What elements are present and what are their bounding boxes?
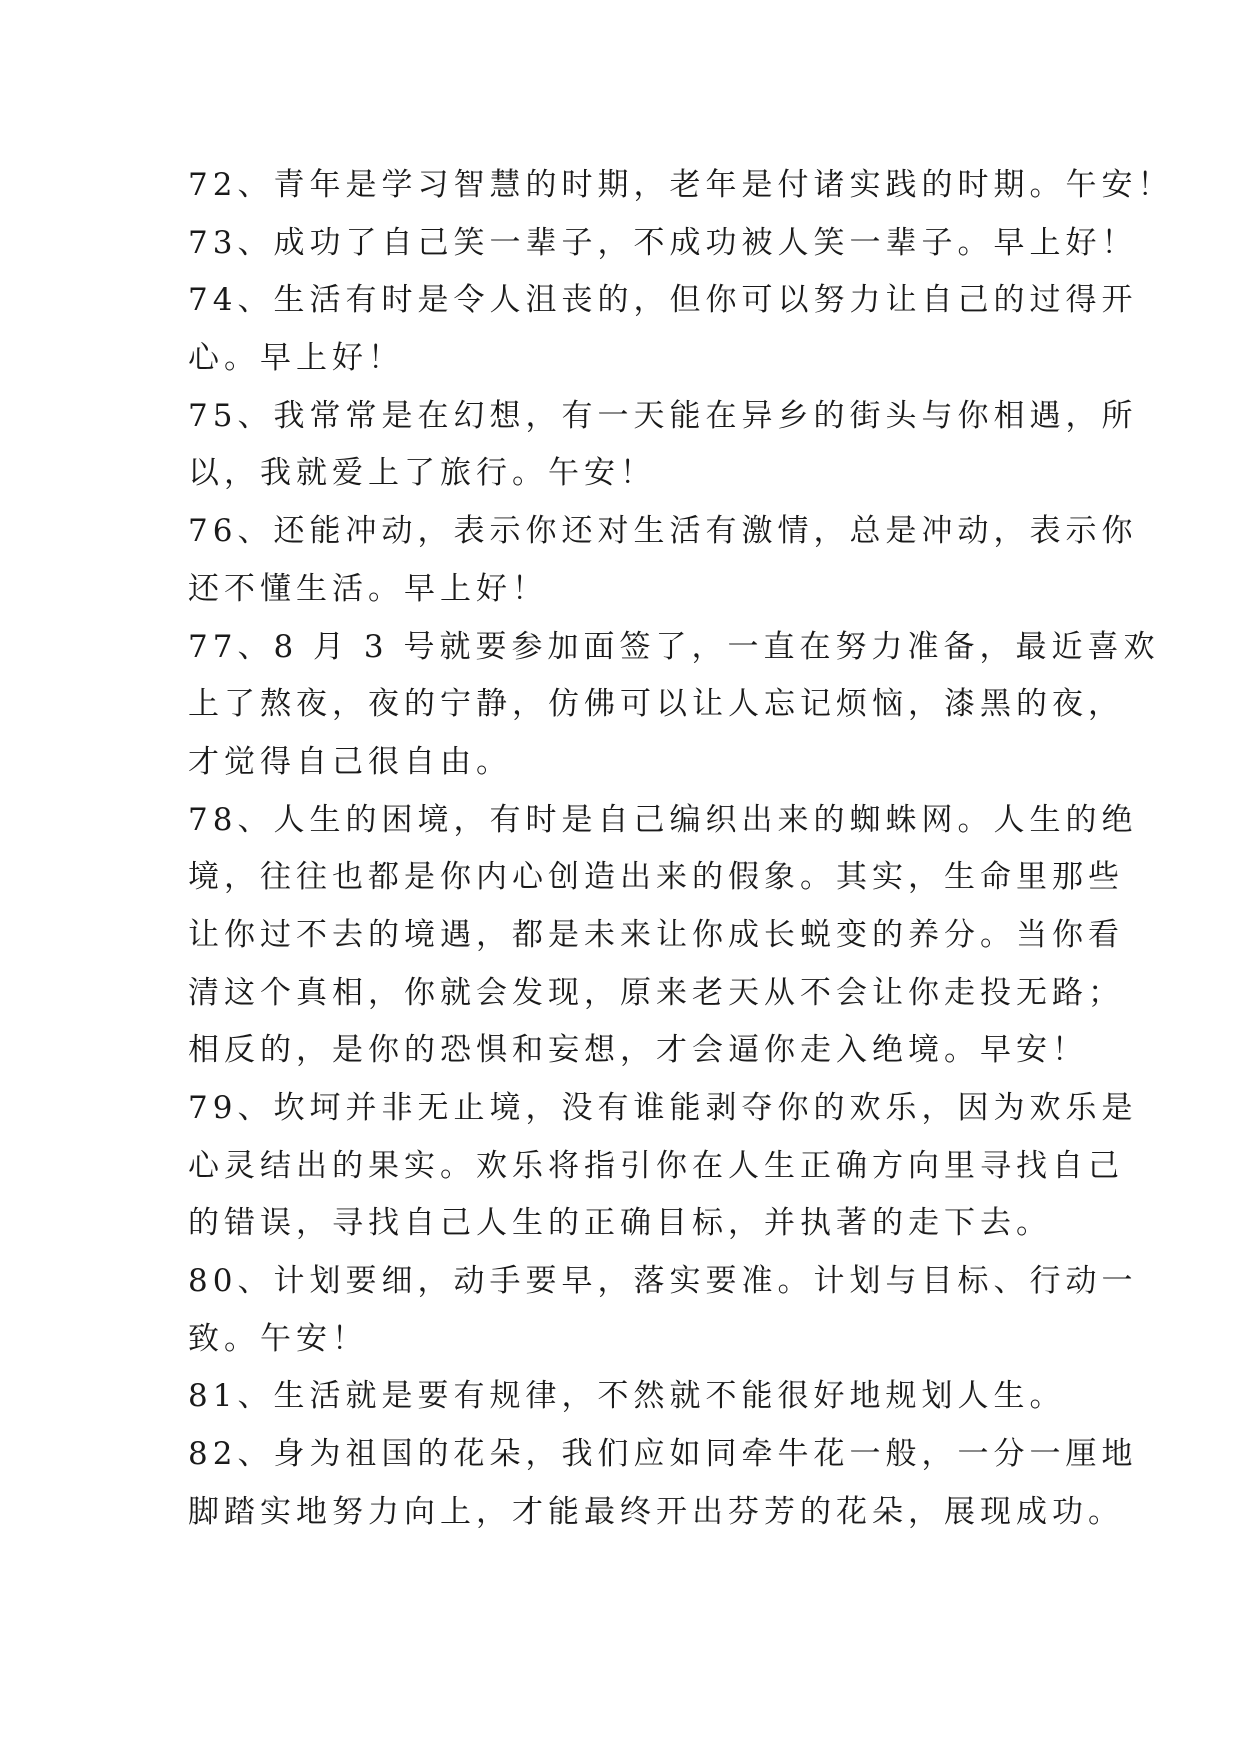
text-line: 心。早上好！ — [188, 340, 404, 377]
text-line: 78、人生的困境，有时是自己编织出来的蜘蛛网。人生的绝 — [188, 801, 1138, 838]
entry-73 — [188, 215, 1138, 273]
text-line: 境，往往也都是你内心创造出来的假象。其实，生命里那些 — [188, 859, 1124, 896]
entry-79 — [188, 1080, 1138, 1253]
text-line: 心灵结出的果实。欢乐将指引你在人生正确方向里寻找自己 — [188, 1147, 1124, 1184]
text-line: 81、生活就是要有规律，不然就不能很好地规划人生。 — [188, 1378, 1066, 1415]
text-line: 相反的，是你的恐惧和妄想，才会逼你走入绝境。早安！ — [188, 1032, 1088, 1069]
entry-77 — [188, 619, 1160, 792]
text-line: 74、生活有时是令人沮丧的，但你可以努力让自己的过得开 — [188, 282, 1138, 319]
text-line: 让你过不去的境遇，都是未来让你成长蜕变的养分。当你看 — [188, 916, 1124, 953]
text-line: 的错误，寻找自己人生的正确目标，并执著的走下去。 — [188, 1205, 1052, 1242]
entry-75 — [188, 388, 1138, 503]
text-line: 77、8 月 3 号就要参加面签了，一直在努力准备，最近喜欢 — [188, 628, 1160, 665]
text-line: 脚踏实地努力向上，才能最终开出芬芳的花朵，展现成功。 — [188, 1493, 1124, 1530]
text-line: 还不懂生活。早上好！ — [188, 570, 548, 607]
text-line: 才觉得自己很自由。 — [188, 743, 512, 780]
entry-78 — [188, 792, 1138, 1080]
text-line: 72、青年是学习智慧的时期，老年是付诸实践的时期。午安！ — [188, 167, 1174, 203]
text-line: 上了熬夜，夜的宁静，仿佛可以让人忘记烦恼，漆黑的夜， — [188, 686, 1124, 723]
text-line: 以，我就爱上了旅行。午安！ — [188, 455, 656, 492]
entry-76 — [188, 503, 1138, 618]
entry-81 — [188, 1368, 1068, 1426]
text-body — [188, 157, 1174, 1542]
entry-74 — [188, 272, 1138, 387]
text-line: 76、还能冲动，表示你还对生活有激情，总是冲动，表示你 — [188, 513, 1138, 550]
text-line: 82、身为祖国的花朵，我们应如同牵牛花一般，一分一厘地 — [188, 1436, 1138, 1473]
text-line: 79、坎坷并非无止境，没有谁能剥夺你的欢乐，因为欢乐是 — [188, 1090, 1138, 1126]
entry-72 — [188, 157, 1174, 215]
text-line: 致。午安！ — [188, 1320, 368, 1357]
entry-82 — [188, 1426, 1138, 1541]
entry-80 — [188, 1253, 1138, 1368]
text-line: 75、我常常是在幻想，有一天能在异乡的街头与你相遇，所 — [188, 397, 1138, 434]
text-line: 80、计划要细，动手要早，落实要准。计划与目标、行动一 — [188, 1263, 1138, 1300]
text-line: 清这个真相，你就会发现，原来老天从不会让你走投无路； — [188, 974, 1124, 1011]
text-line: 73、成功了自己笑一辈子，不成功被人笑一辈子。早上好！ — [188, 224, 1138, 261]
